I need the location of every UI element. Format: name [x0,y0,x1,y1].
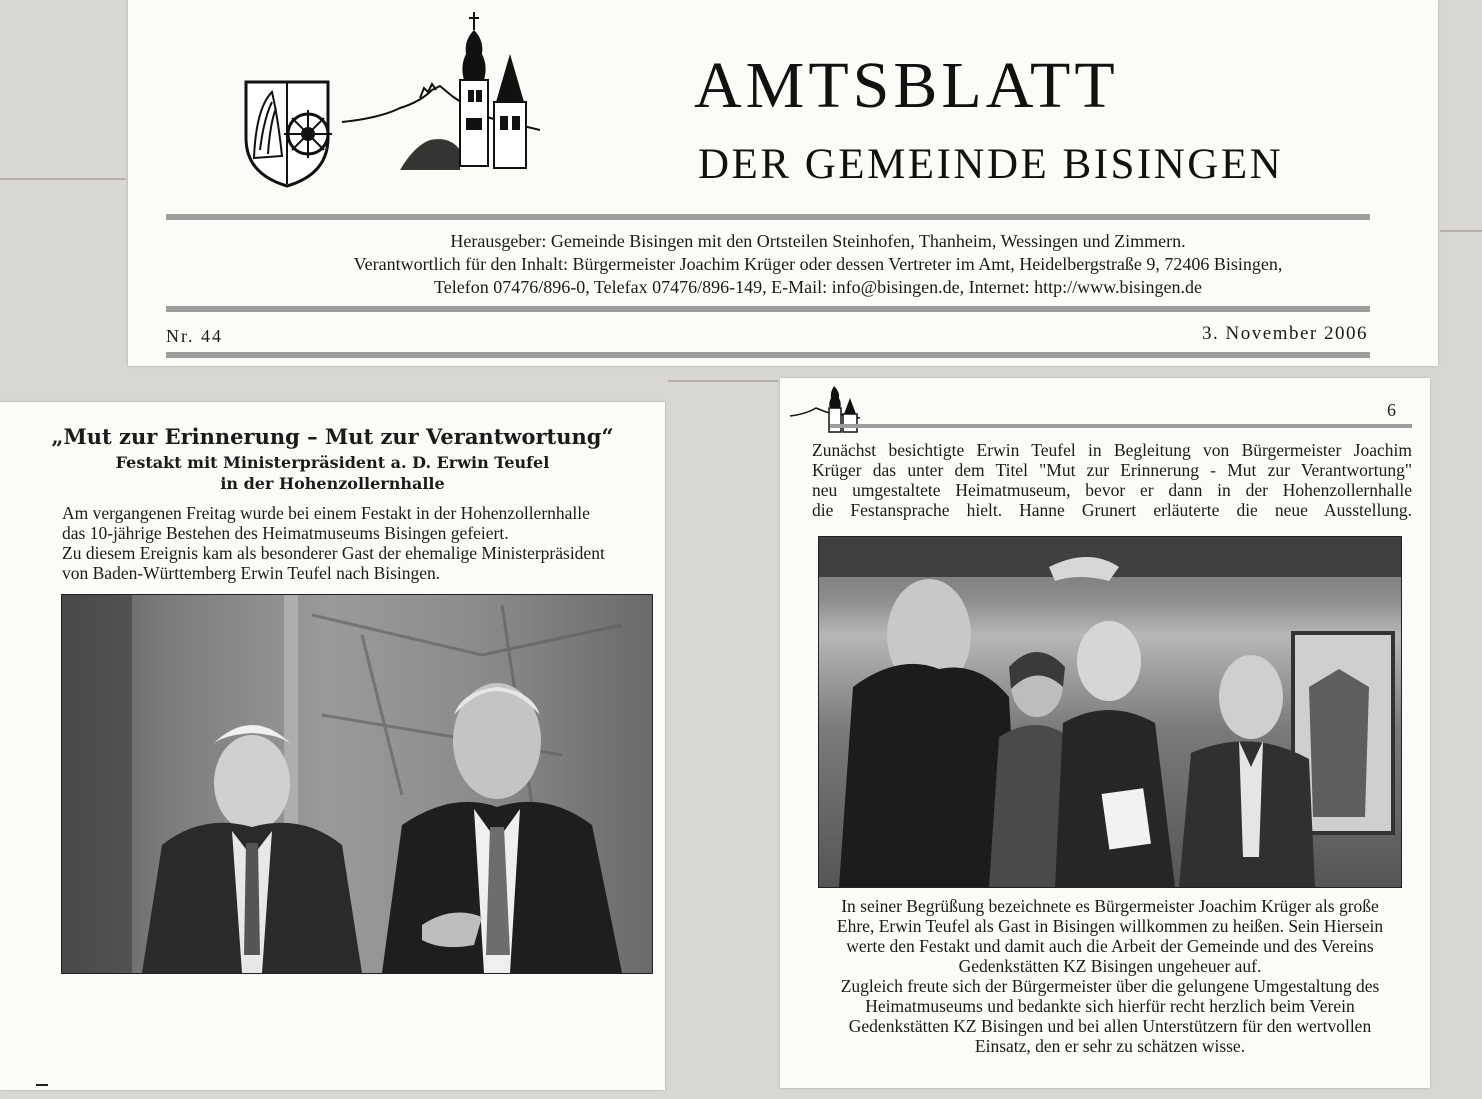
masthead [128,0,1438,366]
article-headline: „Mut zur Erinnerung – Mut zur Verantwortung“ [51,424,614,449]
subhead-line: in der Hohenzollernhalle [220,474,445,493]
imprint [228,230,1408,299]
coat-of-arms-icon [242,78,332,190]
body-line: Zugleich freute sich der Bürgermeister über die gelungene Umgestaltung des [840,976,1380,996]
photo-teufel-kruger [61,594,653,974]
background-rule [0,178,126,180]
article-subhead [0,452,665,494]
background-rule [668,380,778,382]
imprint-responsible: Verantwortlich für den Inhalt: Bürgermeister Joachim Krüger oder dessen Vertreter im Amt, Heidelbergstraße 9, 72406 Bisingen, [353,254,1283,274]
body-line: Krüger das unter dem Titel "Mut zur Erinnerung - Mut zur Verantwortung" [812,460,1412,480]
imprint-contact: Telefon 07476/896-0, Telefax 07476/896-149, E-Mail: info@bisingen.de, Internet: http://www.bisingen.de [434,277,1202,297]
masthead-subtitle: DER GEMEINDE BISINGEN [698,141,1284,188]
masthead-rule-middle [166,306,1370,312]
article-closing [814,896,1406,1056]
masthead-rule-top [166,214,1370,220]
left-article [0,402,665,1090]
crop-mark [36,1084,48,1086]
body-line: Ehre, Erwin Teufel als Gast in Bisingen willkommen zu heißen. Sein Hiersein [836,916,1384,936]
body-line: Einsatz, den er sehr zu schätzen wisse. [974,1036,1246,1056]
issue-date: 3. November 2006 [1202,323,1368,344]
body-line: Gedenkstätten KZ Bisingen ungeheuer auf. [958,956,1262,976]
article-body [62,503,662,583]
body-line: Gedenkstätten KZ Bisingen und bei allen Unterstützern für den wertvollen [848,1016,1372,1036]
body-line: werte den Festakt und damit auch die Arbeit der Gemeinde und des Vereins [846,936,1374,956]
right-article [780,378,1430,1088]
page-number: 6 [1387,400,1396,420]
masthead-title: AMTSBLATT [694,49,1119,122]
body-line: das 10-jährige Bestehen des Heimatmuseums Bisingen gefeiert. [62,523,509,543]
article-intro [812,440,1412,520]
body-line: neu umgestaltete Heimatmuseum, bevor er dann in der Hohenzollernhalle [812,480,1412,500]
body-line: Zu diesem Ereignis kam als besonderer Gast der ehemalige Ministerpräsident [62,543,605,563]
imprint-publisher: Herausgeber: Gemeinde Bisingen mit den Ortsteilen Steinhofen, Thanheim, Wessingen und Zimmern. [450,231,1186,251]
body-line: die Festansprache hielt. Hanne Grunert erläuterte die neue Ausstellung. [812,500,1412,520]
subhead-line: Festakt mit Ministerpräsident a. D. Erwin Teufel [115,453,550,472]
body-line: Zunächst besichtigte Erwin Teufel in Begleitung von Bürgermeister Joachim [812,440,1412,460]
church-silhouette-icon [340,10,540,175]
body-line: von Baden-Württemberg Erwin Teufel nach Bisingen. [62,563,441,583]
body-line: Heimatmuseums und bedankte sich hierfür recht herzlich beim Verein [865,996,1355,1016]
right-header-rule [830,424,1412,428]
body-line: In seiner Begrüßung bezeichnete es Bürgermeister Joachim Krüger als große [841,896,1379,916]
body-line: Am vergangenen Freitag wurde bei einem Festakt in der Hohenzollernhalle [62,503,590,523]
background-rule [1440,230,1482,232]
issue-number: Nr. 44 [166,326,223,346]
photo-museum-tour [818,536,1402,888]
masthead-rule-bottom [166,352,1370,358]
